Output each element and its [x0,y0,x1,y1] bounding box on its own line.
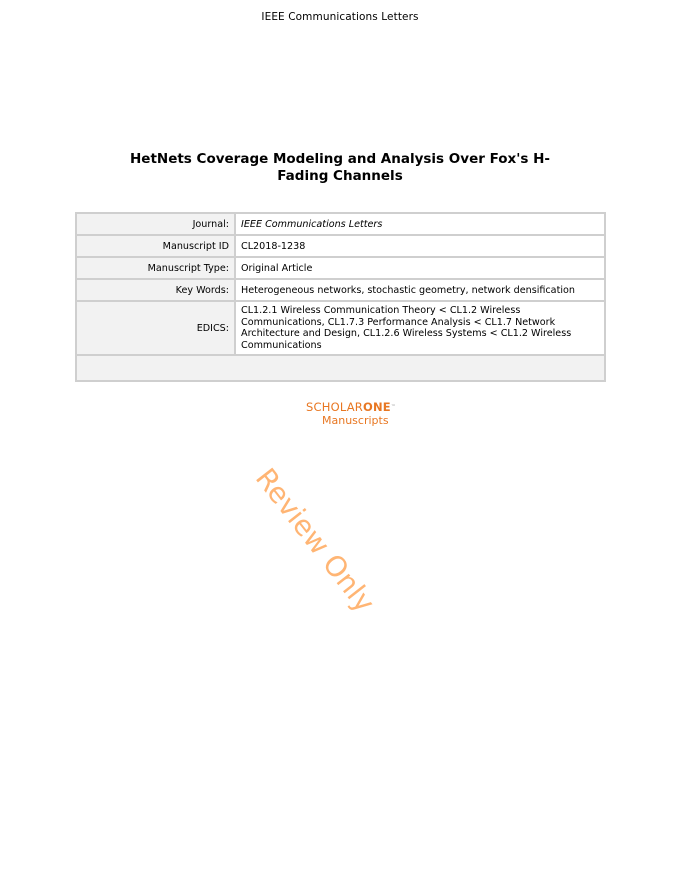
table-row [76,279,605,301]
table-row [76,213,605,235]
edics-value: CL1.2.1 Wireless Communication Theory < CL1.2 Wireless Communications, CL1.7.3 Performance Analysis < CL1.7 Network Architecture and Design, CL1.2.6 Wireless Systems < CL1.2 Wireless Communications [235,301,605,355]
logo-wordmark [306,401,406,414]
logo-scholar-text: SCHOLAR [306,400,363,414]
keywords-value: Heterogeneous networks, stochastic geometry, network densification [235,279,605,301]
manuscript-metadata-table [75,212,606,382]
logo-tm-text: ™ [390,404,397,410]
scholarone-logo [306,401,406,427]
table-row [76,235,605,257]
empty-cell [76,355,605,381]
logo-one-text: ONE [362,400,391,414]
manuscript-type-label: Manuscript Type: [76,257,235,279]
paper-title: HetNets Coverage Modeling and Analysis Over Fox's H- Fading Channels [129,151,551,184]
table-row-empty [76,355,605,381]
table-row [76,257,605,279]
keywords-label: Key Words: [76,279,235,301]
manuscript-id-value: CL2018-1238 [235,235,605,257]
table-row [76,301,605,355]
logo-manuscripts-text: Manuscripts [322,414,389,427]
page-header: IEEE Communications Letters [261,11,419,23]
journal-label: Journal: [76,213,235,235]
manuscript-id-label: Manuscript ID [76,235,235,257]
manuscript-type-value: Original Article [235,257,605,279]
edics-label: EDICS: [76,301,235,355]
review-watermark: Review Only [248,462,382,619]
journal-value: IEEE Communications Letters [235,213,605,235]
